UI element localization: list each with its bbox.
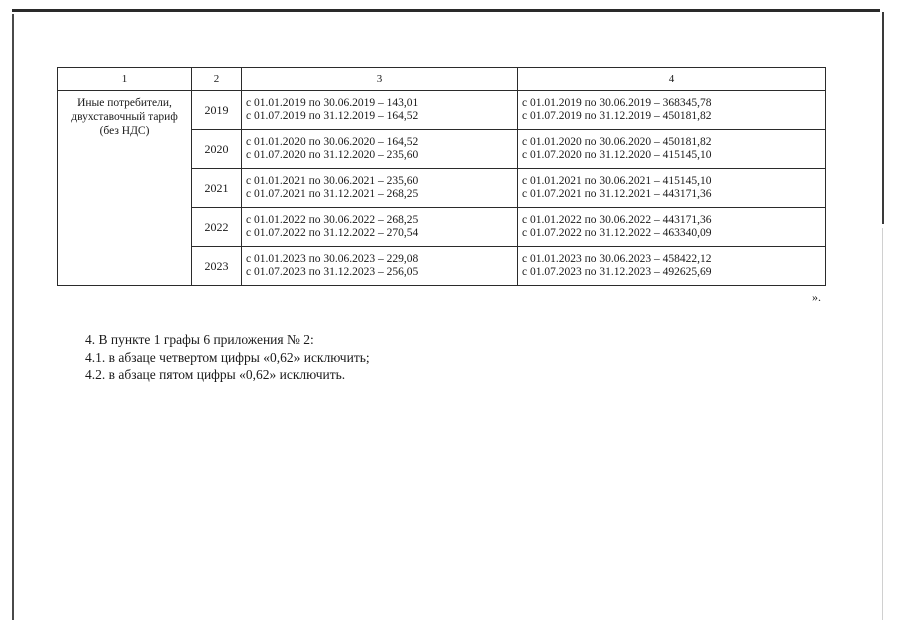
year-cell: 2022 — [192, 208, 242, 247]
capacity-periods-cell — [518, 91, 826, 130]
rate-periods-cell — [242, 169, 518, 208]
capacity-periods-cell — [518, 169, 826, 208]
rate-periods-cell — [242, 130, 518, 169]
table-row — [58, 91, 826, 130]
year-cell: 2023 — [192, 247, 242, 286]
capacity-period-line: с 01.01.2023 по 30.06.2023 – 458422,12 — [522, 253, 712, 265]
tariff-table — [57, 67, 826, 286]
amendment-paragraph: 4. В пункте 1 графы 6 приложения № 2: — [85, 332, 314, 347]
capacity-period-line: с 01.01.2022 по 30.06.2022 – 443171,36 — [522, 214, 712, 226]
capacity-periods-cell — [518, 247, 826, 286]
capacity-periods-cell — [518, 130, 826, 169]
consumer-category-line: двухставочный тариф — [71, 111, 178, 123]
rate-periods-cell — [242, 247, 518, 286]
rate-period-line: с 01.07.2023 по 31.12.2023 – 256,05 — [246, 266, 419, 278]
rate-period-line: с 01.07.2020 по 31.12.2020 – 235,60 — [246, 149, 419, 161]
consumer-category-line: (без НДС) — [99, 125, 150, 137]
rate-period-line: с 01.01.2022 по 30.06.2022 – 268,25 — [246, 214, 419, 226]
rate-period-line: с 01.01.2019 по 30.06.2019 – 143,01 — [246, 97, 419, 109]
capacity-period-line: с 01.01.2019 по 30.06.2019 – 368345,78 — [522, 97, 712, 109]
year-cell: 2021 — [192, 169, 242, 208]
amendment-paragraph: 4.2. в абзаце пятом цифры «0,62» исключить. — [85, 367, 346, 382]
consumer-category-cell — [58, 91, 192, 286]
column-header-2: 2 — [192, 68, 242, 91]
scan-border-right-faint — [882, 228, 883, 620]
column-header-1: 1 — [58, 68, 192, 91]
scan-border-right — [882, 12, 884, 224]
capacity-period-line: с 01.07.2023 по 31.12.2023 – 492625,69 — [522, 266, 712, 278]
year-cell: 2020 — [192, 130, 242, 169]
capacity-period-line: с 01.01.2020 по 30.06.2020 – 450181,82 — [522, 136, 712, 148]
column-header-3: 3 — [242, 68, 518, 91]
rate-period-line: с 01.01.2021 по 30.06.2021 – 235,60 — [246, 175, 419, 187]
capacity-period-line: с 01.07.2022 по 31.12.2022 – 463340,09 — [522, 227, 712, 239]
year-cell: 2019 — [192, 91, 242, 130]
capacity-period-line: с 01.07.2021 по 31.12.2021 – 443171,36 — [522, 188, 712, 200]
rate-periods-cell — [242, 208, 518, 247]
column-header-4: 4 — [518, 68, 826, 91]
rate-period-line: с 01.07.2021 по 31.12.2021 – 268,25 — [246, 188, 419, 200]
scan-border-left — [12, 14, 14, 620]
capacity-period-line: с 01.07.2020 по 31.12.2020 – 415145,10 — [522, 149, 712, 161]
closing-quote: ». — [812, 290, 821, 304]
amendment-paragraph: 4.1. в абзаце четвертом цифры «0,62» исключить; — [85, 349, 370, 365]
scan-border-top — [12, 9, 880, 12]
capacity-periods-cell — [518, 208, 826, 247]
capacity-period-line: с 01.07.2019 по 31.12.2019 – 450181,82 — [522, 110, 712, 122]
table-header-row — [58, 68, 826, 91]
capacity-period-line: с 01.01.2021 по 30.06.2021 – 415145,10 — [522, 175, 712, 187]
rate-period-line: с 01.01.2023 по 30.06.2023 – 229,08 — [246, 253, 419, 265]
consumer-category-line: Иные потребители, — [77, 97, 172, 109]
rate-period-line: с 01.01.2020 по 30.06.2020 – 164,52 — [246, 136, 419, 148]
rate-periods-cell — [242, 91, 518, 130]
amendments-section — [85, 331, 370, 384]
rate-period-line: с 01.07.2019 по 31.12.2019 – 164,52 — [246, 110, 419, 122]
rate-period-line: с 01.07.2022 по 31.12.2022 – 270,54 — [246, 227, 419, 239]
